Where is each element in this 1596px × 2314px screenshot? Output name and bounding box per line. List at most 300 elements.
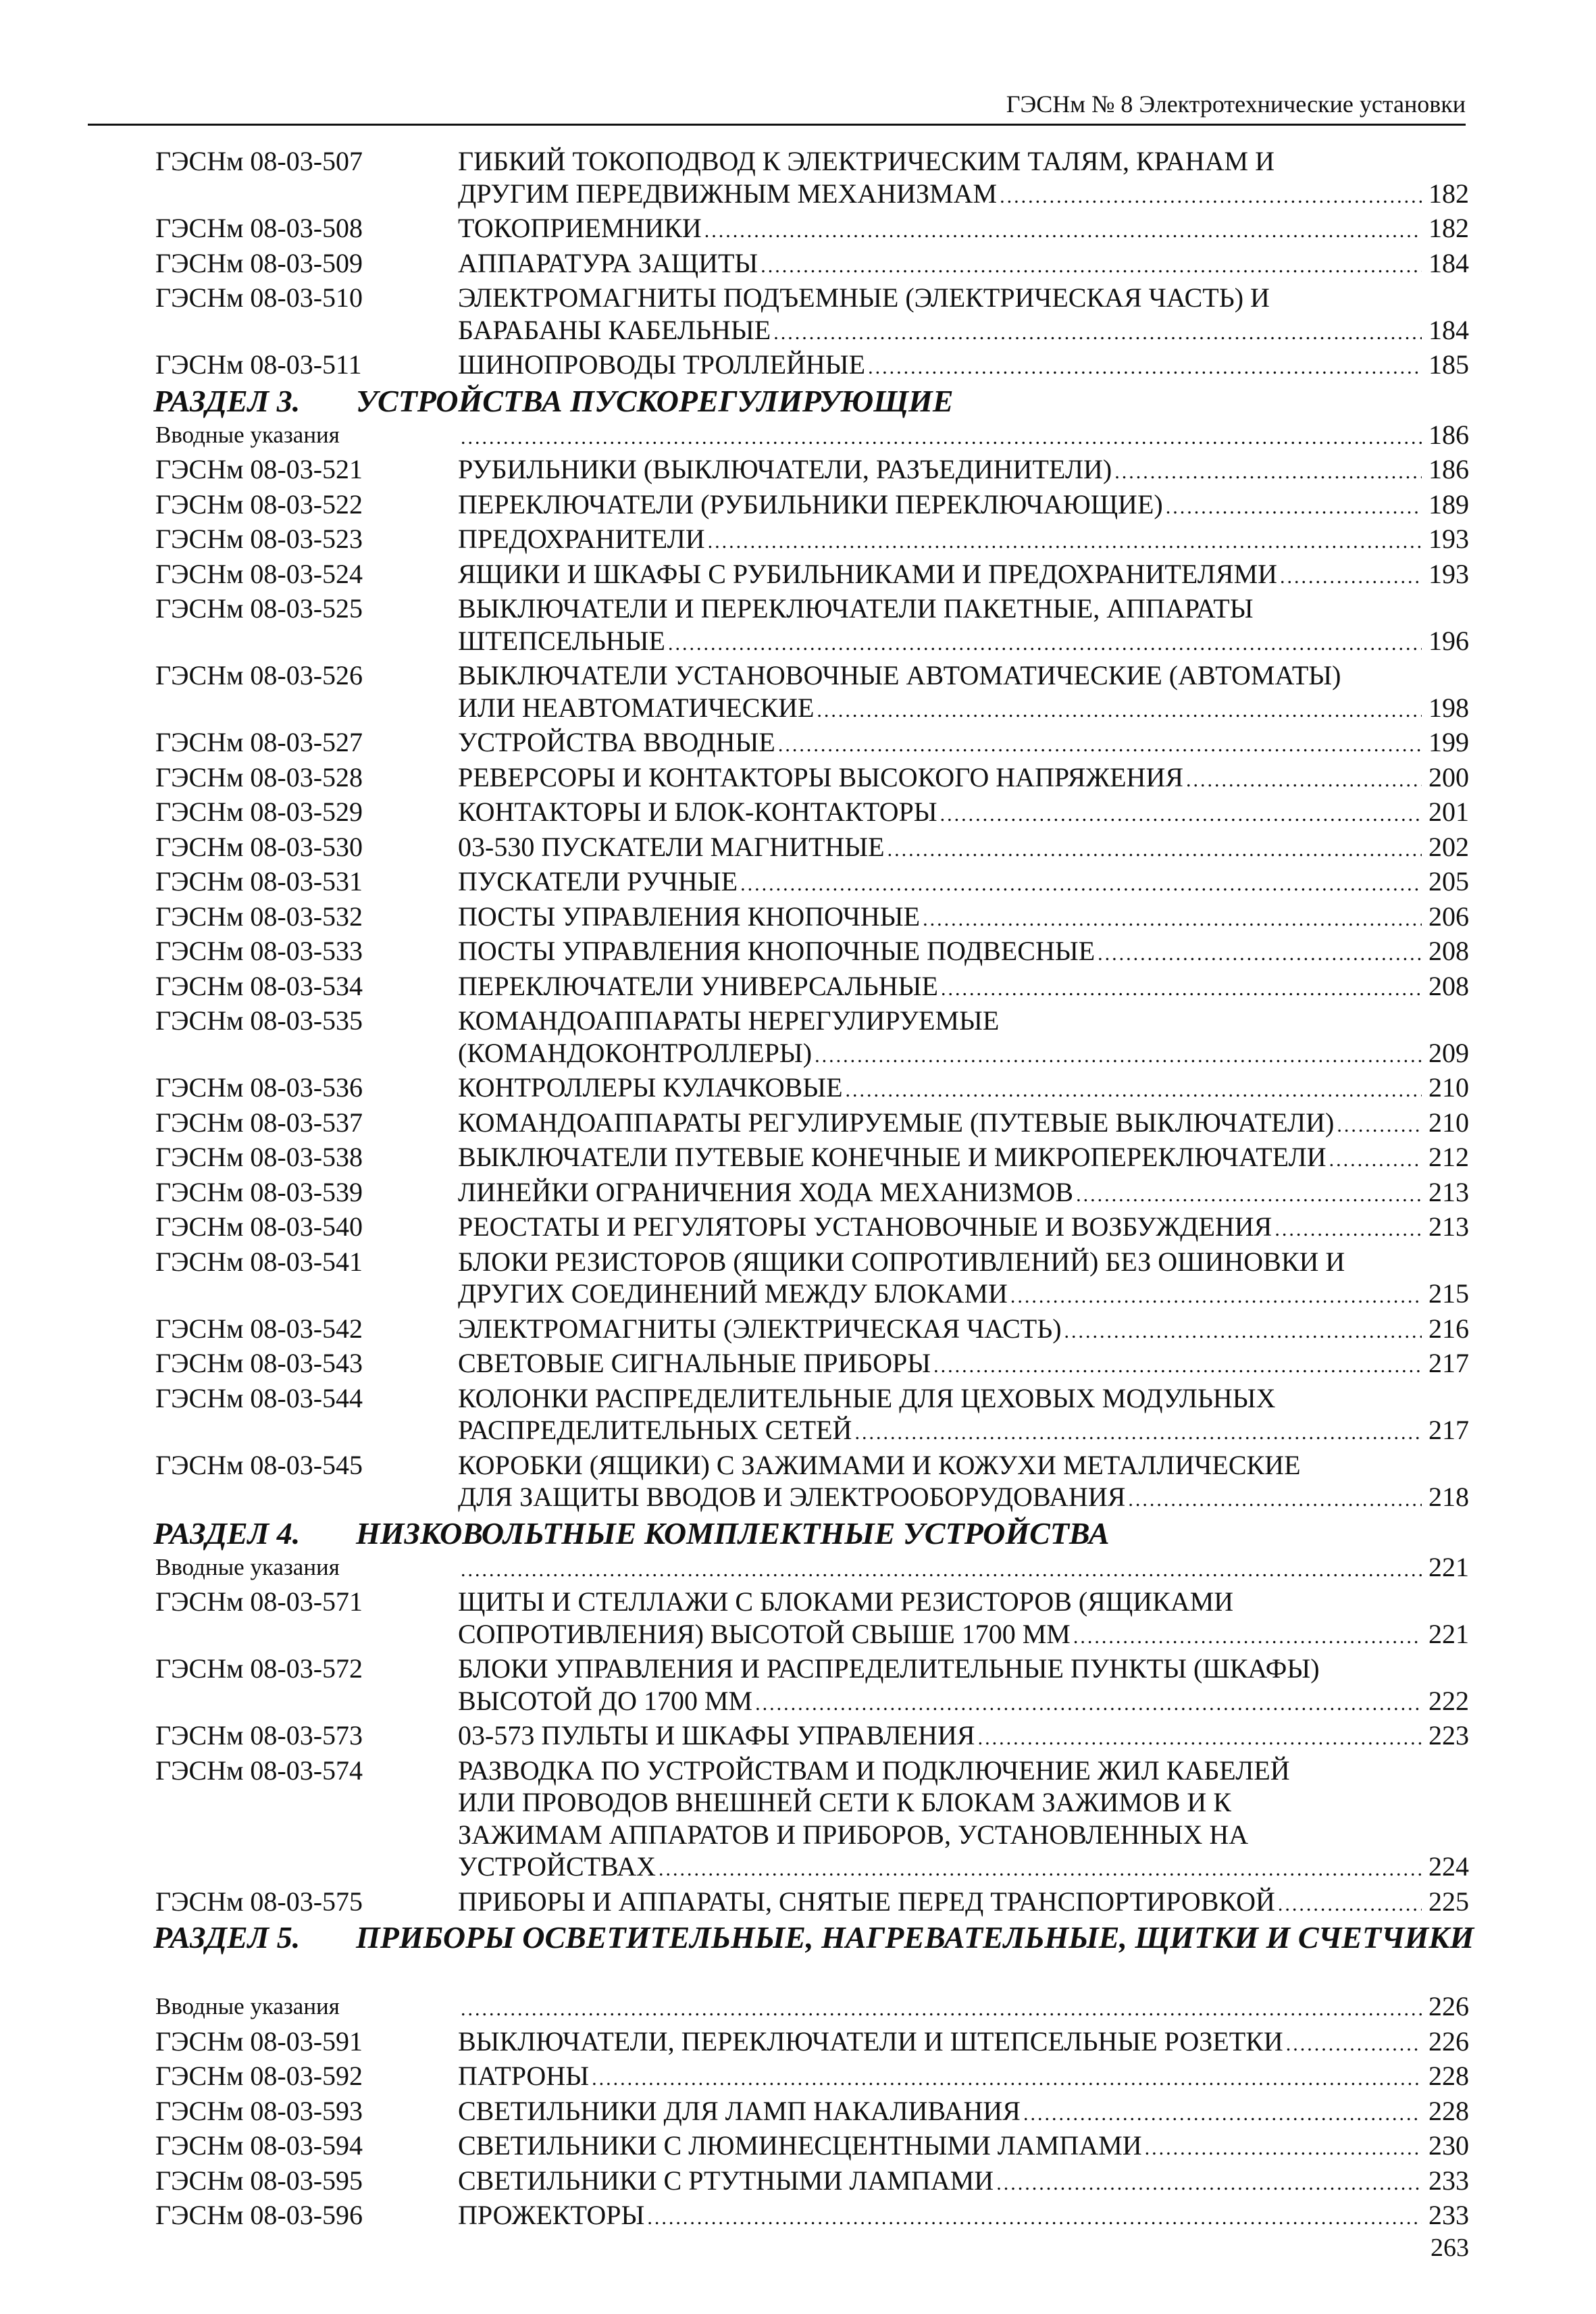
- dot-leader: [1114, 456, 1422, 488]
- entry-line: [458, 593, 1469, 625]
- dot-leader: [461, 422, 1422, 454]
- entry-code: ГЭСНм 08-03-593: [155, 2095, 363, 2126]
- dot-leader: [708, 526, 1422, 558]
- toc-entry: [155, 659, 1469, 726]
- toc-entry: [155, 488, 1469, 524]
- entry-line: [458, 1141, 1469, 1176]
- section-title: УСТРОЙСТВА ПУСКОРЕГУЛИРУЮЩИЕ: [356, 383, 954, 418]
- entry-line: [458, 1755, 1469, 1787]
- dot-leader: [1023, 2098, 1422, 2130]
- entry-line: [458, 935, 1469, 970]
- entry-line: [458, 1719, 1469, 1755]
- entry-body: [458, 453, 1469, 488]
- entry-code: ГЭСНм 08-03-539: [155, 1176, 363, 1207]
- toc-entry: [155, 523, 1469, 558]
- dot-leader: [978, 1722, 1422, 1755]
- entry-line: [458, 1886, 1469, 1921]
- entry-line: [458, 349, 1469, 384]
- entry-page-number: 209: [1428, 1037, 1469, 1068]
- dot-leader: [755, 1688, 1422, 1720]
- entry-page-number: 228: [1428, 2095, 1469, 2126]
- entry-body: [458, 523, 1469, 558]
- entry-title-text: ПРОЖЕКТОРЫ: [458, 2200, 645, 2230]
- entry-body: [458, 1107, 1469, 1142]
- entry-line: [458, 1586, 1469, 1618]
- entry-title-text: ПРИБОРЫ И АППАРАТЫ, СНЯТЫЕ ПЕРЕД ТРАНСПОРТИРОВКОЙ: [458, 1886, 1275, 1917]
- entry-title-text: ДРУГИМ ПЕРЕДВИЖНЫМ МЕХАНИЗМАМ: [458, 178, 998, 209]
- page-number: 263: [1431, 2234, 1469, 2262]
- entry-body: [458, 1382, 1469, 1449]
- entry-line: [458, 1551, 1469, 1586]
- entry-body: [458, 419, 1469, 454]
- entry-line: [458, 796, 1469, 831]
- entry-title-text: РУБИЛЬНИКИ (ВЫКЛЮЧАТЕЛИ, РАЗЪЕДИНИТЕЛИ): [458, 454, 1112, 484]
- entry-body: [458, 145, 1469, 212]
- entry-line: [458, 1313, 1469, 1348]
- dot-leader: [1337, 1109, 1422, 1142]
- entry-line: [458, 488, 1469, 524]
- dot-leader: [940, 799, 1422, 831]
- toc-entry: [155, 1176, 1469, 1211]
- entry-page-number: 233: [1428, 2165, 1469, 2196]
- dot-leader: [461, 1993, 1422, 2026]
- entry-code: ГЭСНм 08-03-528: [155, 761, 363, 793]
- section-heading: [153, 1920, 1474, 1990]
- dot-leader: [778, 729, 1422, 761]
- dot-leader: [1010, 1280, 1422, 1313]
- entry-body: [458, 1141, 1469, 1176]
- entry-line: [458, 901, 1469, 936]
- entry-page-number: 210: [1428, 1072, 1469, 1103]
- toc-entry: [155, 865, 1469, 901]
- dot-leader: [1166, 491, 1422, 524]
- entry-title-text: СВЕТИЛЬНИКИ ДЛЯ ЛАМП НАКАЛИВАНИЯ: [458, 2095, 1021, 2126]
- entry-page-number: 208: [1428, 936, 1469, 966]
- toc-entry: [155, 935, 1469, 970]
- toc-entry: [155, 349, 1469, 384]
- entry-body: [458, 1449, 1469, 1516]
- entry-page-number: 184: [1428, 314, 1469, 345]
- entry-page-number: 228: [1428, 2061, 1469, 2091]
- entry-body: [458, 2095, 1469, 2130]
- entry-title-text: РАЗВОДКА ПО УСТРОЙСТВАМ И ПОДКЛЮЧЕНИЕ ЖИЛ КАБЕЛЕЙ: [458, 1755, 1290, 1786]
- entry-title-text: ПАТРОНЫ: [458, 2061, 590, 2091]
- entry-line: [458, 1990, 1469, 2026]
- entry-page-number: 224: [1428, 1851, 1469, 1882]
- entry-code: ГЭСНм 08-03-545: [155, 1449, 363, 1480]
- entry-body: [458, 831, 1469, 866]
- intro-label: Вводные указания: [155, 1553, 340, 1580]
- entry-title-text: ЛИНЕЙКИ ОГРАНИЧЕНИЯ ХОДА МЕХАНИЗМОВ: [458, 1176, 1074, 1207]
- entry-line: [458, 2026, 1469, 2061]
- entry-code: ГЭСНм 08-03-535: [155, 1005, 363, 1036]
- entry-body: [458, 865, 1469, 901]
- entry-line: [458, 247, 1469, 282]
- dot-leader: [854, 1417, 1422, 1449]
- toc-entry: [155, 593, 1469, 659]
- toc-entry: [155, 761, 1469, 797]
- entry-body: [458, 558, 1469, 593]
- entry-title-text: БЛОКИ РЕЗИСТОРОВ (ЯЩИКИ СОПРОТИВЛЕНИЙ) БЕЗ ОШИНОВКИ И: [458, 1246, 1345, 1277]
- entry-line: [458, 314, 1469, 349]
- entry-line: [458, 865, 1469, 901]
- entry-page-number: 193: [1428, 558, 1469, 589]
- toc-entry: [155, 1107, 1469, 1142]
- dot-leader: [887, 834, 1422, 866]
- entry-title-text: ПОСТЫ УПРАВЛЕНИЯ КНОПОЧНЫЕ ПОДВЕСНЫЕ: [458, 936, 1096, 966]
- entry-line: [458, 1382, 1469, 1415]
- entry-title-text: ДРУГИХ СОЕДИНЕНИЙ МЕЖДУ БЛОКАМИ: [458, 1278, 1008, 1309]
- section-title: ПРИБОРЫ ОСВЕТИТЕЛЬНЫЕ, НАГРЕВАТЕЛЬНЫЕ, ЩИТКИ И СЧЕТЧИКИ: [356, 1920, 1474, 1955]
- dot-leader: [941, 973, 1422, 1005]
- entry-code: ГЭСНм 08-03-524: [155, 558, 363, 589]
- entry-page-number: 199: [1428, 727, 1469, 757]
- entry-title-text: ЗАЖИМАМ АППАРАТОВ И ПРИБОРОВ, УСТАНОВЛЕННЫХ НА: [458, 1819, 1249, 1850]
- entry-page-number: 215: [1428, 1278, 1469, 1309]
- entry-line: [458, 1851, 1469, 1886]
- entry-title-text: ЭЛЕКТРОМАГНИТЫ ПОДЪЕМНЫЕ (ЭЛЕКТРИЧЕСКАЯ ЧАСТЬ) И: [458, 282, 1270, 313]
- entry-line: [458, 2165, 1469, 2200]
- intro-label: Вводные указания: [155, 1993, 340, 2019]
- entry-body: [458, 2165, 1469, 2200]
- toc-entry: [155, 2199, 1469, 2234]
- entry-code: ГЭСНм 08-03-525: [155, 593, 363, 624]
- toc-entry: [155, 1005, 1469, 1072]
- entry-line: [458, 212, 1469, 247]
- entry-body: [458, 349, 1469, 384]
- entry-code: ГЭСНм 08-03-523: [155, 524, 363, 554]
- toc-entry: [155, 1886, 1469, 1921]
- entry-line: [458, 1786, 1469, 1819]
- entry-line: [458, 1246, 1469, 1278]
- entry-code: ГЭСНм 08-03-595: [155, 2165, 363, 2196]
- entry-title-text: ТОКОПРИЕМНИКИ: [458, 213, 702, 243]
- entry-page-number: 212: [1428, 1142, 1469, 1172]
- entry-title-text: ЭЛЕКТРОМАГНИТЫ (ЭЛЕКТРИЧЕСКАЯ ЧАСТЬ): [458, 1313, 1062, 1344]
- entry-page-number: 184: [1428, 247, 1469, 278]
- entry-code: ГЭСНм 08-03-541: [155, 1246, 363, 1277]
- entry-code: ГЭСНм 08-03-521: [155, 454, 363, 484]
- entry-code: ГЭСНм 08-03-533: [155, 936, 363, 966]
- entry-line: [458, 282, 1469, 314]
- entry-page-number: 213: [1428, 1176, 1469, 1207]
- dot-leader: [668, 628, 1422, 660]
- entry-title-text: РАСПРЕДЕЛИТЕЛЬНЫХ СЕТЕЙ: [458, 1415, 852, 1445]
- entry-page-number: 182: [1428, 178, 1469, 209]
- dot-leader: [996, 2167, 1422, 2200]
- entry-code: ГЭСНм 08-03-536: [155, 1072, 363, 1103]
- entry-title-text: РЕОСТАТЫ И РЕГУЛЯТОРЫ УСТАНОВОЧНЫЕ И ВОЗБУЖДЕНИЯ: [458, 1211, 1272, 1242]
- toc-intro-entry: [155, 1990, 1469, 2026]
- entry-code: ГЭСНм 08-03-543: [155, 1348, 363, 1378]
- entry-title-text: КОЛОНКИ РАСПРЕДЕЛИТЕЛЬНЫЕ ДЛЯ ЦЕХОВЫХ МОДУЛЬНЫХ: [458, 1382, 1276, 1413]
- entry-title-text: ШИНОПРОВОДЫ ТРОЛЛЕЙНЫЕ: [458, 349, 866, 380]
- header-rule: [88, 124, 1466, 126]
- entry-title-text: КОМАНДОАППАРАТЫ РЕГУЛИРУЕМЫЕ (ПУТЕВЫЕ ВЫКЛЮЧАТЕЛИ): [458, 1107, 1335, 1138]
- dot-leader: [740, 868, 1422, 901]
- dot-leader: [1286, 2028, 1422, 2061]
- entry-title-text: БЛОКИ УПРАВЛЕНИЯ И РАСПРЕДЕЛИТЕЛЬНЫЕ ПУНКТЫ (ШКАФЫ): [458, 1653, 1320, 1684]
- entry-title-text: КОРОБКИ (ЯЩИКИ) С ЗАЖИМАМИ И КОЖУХИ МЕТАЛЛИЧЕСКИЕ: [458, 1449, 1301, 1480]
- dot-leader: [815, 1040, 1422, 1072]
- entry-body: [458, 935, 1469, 970]
- entry-line: [458, 761, 1469, 797]
- entry-code: ГЭСНм 08-03-592: [155, 2061, 363, 2091]
- entry-page-number: 182: [1428, 213, 1469, 243]
- dot-leader: [1064, 1315, 1422, 1348]
- toc-entry: [155, 1755, 1469, 1886]
- entry-page-number: 213: [1428, 1211, 1469, 1242]
- entry-code: ГЭСНм 08-03-591: [155, 2026, 363, 2057]
- dot-leader: [846, 1074, 1422, 1107]
- entry-body: [458, 2199, 1469, 2234]
- section-title: НИЗКОВОЛЬТНЫЕ КОМПЛЕКТНЫЕ УСТРОЙСТВА: [356, 1515, 1110, 1551]
- dot-leader: [1186, 764, 1422, 797]
- entry-line: [458, 2060, 1469, 2095]
- dot-leader: [704, 215, 1422, 247]
- entry-body: [458, 1313, 1469, 1348]
- dot-leader: [933, 1350, 1422, 1382]
- entry-title-text: (КОМАНДОКОНТРОЛЛЕРЫ): [458, 1037, 813, 1068]
- entry-page-number: 201: [1428, 797, 1469, 827]
- entry-page-number: 208: [1428, 970, 1469, 1001]
- entry-code: ГЭСНм 08-03-544: [155, 1382, 363, 1413]
- entry-title-text: ДЛЯ ЗАЩИТЫ ВВОДОВ И ЭЛЕКТРООБОРУДОВАНИЯ: [458, 1482, 1126, 1512]
- entry-page-number: 200: [1428, 761, 1469, 793]
- toc-entry: [155, 1072, 1469, 1107]
- entry-code: ГЭСНм 08-03-534: [155, 970, 363, 1001]
- entry-page-number: 217: [1428, 1348, 1469, 1378]
- entry-line: [458, 1618, 1469, 1653]
- entry-title-text: ШТЕПСЕЛЬНЫЕ: [458, 625, 665, 656]
- entry-title-text: ПУСКАТЕЛИ РУЧНЫЕ: [458, 866, 738, 897]
- entry-title-text: КОНТРОЛЛЕРЫ КУЛАЧКОВЫЕ: [458, 1072, 843, 1103]
- entry-body: [458, 1886, 1469, 1921]
- toc-entry: [155, 2130, 1469, 2165]
- entry-title-text: ГИБКИЙ ТОКОПОДВОД К ЭЛЕКТРИЧЕСКИМ ТАЛЯМ, КРАНАМ И: [458, 146, 1275, 176]
- entry-page-number: 186: [1428, 454, 1469, 484]
- toc-entry: [155, 1141, 1469, 1176]
- entry-line: [458, 1072, 1469, 1107]
- entry-code: ГЭСНм 08-03-573: [155, 1720, 363, 1751]
- entry-title-text: ПРЕДОХРАНИТЕЛИ: [458, 524, 705, 554]
- entry-page-number: 226: [1428, 2026, 1469, 2057]
- toc-entry: [155, 453, 1469, 488]
- dot-leader: [1329, 1144, 1422, 1176]
- running-header: ГЭСНм № 8 Электротехнические установки: [1006, 91, 1466, 118]
- entry-line: [458, 1037, 1469, 1072]
- entry-page-number: 216: [1428, 1313, 1469, 1344]
- dot-leader: [1000, 180, 1422, 213]
- toc-entry: [155, 1586, 1469, 1653]
- entry-title-text: ЯЩИКИ И ШКАФЫ С РУБИЛЬНИКАМИ И ПРЕДОХРАНИТЕЛЯМИ: [458, 558, 1278, 589]
- section-label: РАЗДЕЛ 4.: [153, 1515, 301, 1551]
- entry-code: ГЭСНм 08-03-531: [155, 866, 363, 897]
- entry-code: ГЭСНм 08-03-529: [155, 797, 363, 827]
- entry-line: [458, 659, 1469, 692]
- entry-title-text: ВЫКЛЮЧАТЕЛИ, ПЕРЕКЛЮЧАТЕЛИ И ШТЕПСЕЛЬНЫЕ РОЗЕТКИ: [458, 2026, 1283, 2057]
- dot-leader: [1076, 1179, 1422, 1211]
- toc-entry: [155, 796, 1469, 831]
- dot-leader: [1145, 2132, 1422, 2165]
- entry-code: ГЭСНм 08-03-575: [155, 1886, 363, 1917]
- entry-code: ГЭСНм 08-03-572: [155, 1653, 363, 1684]
- entry-title-text: УСТРОЙСТВАХ: [458, 1851, 656, 1882]
- entry-line: [458, 692, 1469, 727]
- toc-intro-entry: [155, 419, 1469, 454]
- entry-page-number: 223: [1428, 1720, 1469, 1751]
- entry-title-text: ПОСТЫ УПРАВЛЕНИЯ КНОПОЧНЫЕ: [458, 901, 921, 932]
- entry-body: [458, 488, 1469, 524]
- entry-title-text: ВЫСОТОЙ ДО 1700 ММ: [458, 1685, 753, 1716]
- entry-body: [458, 1653, 1469, 1719]
- entry-title-text: УСТРОЙСТВА ВВОДНЫЕ: [458, 727, 775, 757]
- dot-leader: [1280, 561, 1422, 593]
- entry-line: [458, 1211, 1469, 1246]
- entry-line: [458, 726, 1469, 761]
- entry-title-text: ИЛИ ПРОВОДОВ ВНЕШНЕЙ СЕТИ К БЛОКАМ ЗАЖИМОВ И К: [458, 1787, 1231, 1817]
- entry-code: ГЭСНм 08-03-507: [155, 146, 363, 176]
- entry-code: ГЭСНм 08-03-509: [155, 247, 363, 278]
- entry-body: [458, 901, 1469, 936]
- dot-leader: [817, 695, 1422, 727]
- entry-line: [458, 453, 1469, 488]
- intro-label: Вводные указания: [155, 421, 340, 448]
- section-heading: [153, 1516, 1467, 1551]
- entry-title-text: ПЕРЕКЛЮЧАТЕЛИ УНИВЕРСАЛЬНЫЕ: [458, 970, 938, 1001]
- entry-title-text: СВЕТИЛЬНИКИ С РТУТНЫМИ ЛАМПАМИ: [458, 2165, 994, 2196]
- entry-body: [458, 1755, 1469, 1886]
- entry-page-number: 233: [1428, 2200, 1469, 2230]
- entry-title-text: ЩИТЫ И СТЕЛЛАЖИ С БЛОКАМИ РЕЗИСТОРОВ (ЯЩИКАМИ: [458, 1586, 1234, 1617]
- toc-entry: [155, 1719, 1469, 1755]
- entry-line: [458, 1176, 1469, 1211]
- entry-body: [458, 1990, 1469, 2026]
- entry-code: ГЭСНм 08-03-511: [155, 349, 362, 380]
- entry-body: [458, 1347, 1469, 1382]
- entry-title-text: ВЫКЛЮЧАТЕЛИ ПУТЕВЫЕ КОНЕЧНЫЕ И МИКРОПЕРЕКЛЮЧАТЕЛИ: [458, 1142, 1327, 1172]
- entry-page-number: 198: [1428, 692, 1469, 723]
- entry-title-text: СВЕТИЛЬНИКИ С ЛЮМИНЕСЦЕНТНЫМИ ЛАМПАМИ: [458, 2130, 1142, 2161]
- entry-body: [458, 659, 1469, 726]
- dot-leader: [1278, 1888, 1422, 1921]
- entry-line: [458, 1685, 1469, 1720]
- toc-entry: [155, 726, 1469, 761]
- entry-page-number: 210: [1428, 1107, 1469, 1138]
- toc-entry: [155, 1653, 1469, 1719]
- toc-entry: [155, 282, 1469, 349]
- entry-page-number: 205: [1428, 866, 1469, 897]
- dot-leader: [1128, 1484, 1422, 1516]
- entry-code: ГЭСНм 08-03-526: [155, 660, 363, 690]
- toc-entry: [155, 1211, 1469, 1246]
- entry-line: [458, 831, 1469, 866]
- entry-title-text: АППАРАТУРА ЗАЩИТЫ: [458, 247, 758, 278]
- toc-entry: [155, 2026, 1469, 2061]
- dot-leader: [868, 351, 1422, 384]
- entry-line: [458, 1347, 1469, 1382]
- toc-entry: [155, 1347, 1469, 1382]
- entry-body: [458, 1176, 1469, 1211]
- entry-code: ГЭСНм 08-03-596: [155, 2200, 363, 2230]
- toc-entry: [155, 1313, 1469, 1348]
- entry-code: ГЭСНм 08-03-594: [155, 2130, 363, 2161]
- entry-code: ГЭСНм 08-03-542: [155, 1313, 363, 1344]
- entry-title-text: КОНТАКТОРЫ И БЛОК-КОНТАКТОРЫ: [458, 797, 937, 827]
- entry-line: [458, 1005, 1469, 1037]
- toc-entry: [155, 145, 1469, 212]
- entry-body: [458, 593, 1469, 659]
- dot-leader: [773, 317, 1422, 349]
- entry-title-text: ВЫКЛЮЧАТЕЛИ И ПЕРЕКЛЮЧАТЕЛИ ПАКЕТНЫЕ, АППАРАТЫ: [458, 593, 1254, 624]
- entry-title-text: СВЕТОВЫЕ СИГНАЛЬНЫЕ ПРИБОРЫ: [458, 1348, 931, 1378]
- section-label: РАЗДЕЛ 5.: [153, 1920, 301, 1955]
- entry-page-number: 230: [1428, 2130, 1469, 2161]
- entry-body: [458, 2026, 1469, 2061]
- entry-title-text: 03-530 ПУСКАТЕЛИ МАГНИТНЫЕ: [458, 831, 885, 862]
- toc-entry: [155, 1382, 1469, 1449]
- entry-body: [458, 761, 1469, 797]
- entry-body: [458, 1246, 1469, 1313]
- entry-line: [458, 178, 1469, 213]
- entry-page-number: 222: [1428, 1685, 1469, 1716]
- entry-line: [458, 419, 1469, 454]
- entry-body: [458, 282, 1469, 349]
- toc-entry: [155, 901, 1469, 936]
- entry-body: [458, 2060, 1469, 2095]
- dot-leader: [592, 2063, 1422, 2095]
- entry-body: [458, 970, 1469, 1005]
- toc-entry: [155, 2060, 1469, 2095]
- entry-line: [458, 1449, 1469, 1482]
- entry-body: [458, 212, 1469, 247]
- entry-code: ГЭСНм 08-03-538: [155, 1142, 363, 1172]
- entry-page-number: 218: [1428, 1482, 1469, 1512]
- entry-code: ГЭСНм 08-03-522: [155, 488, 363, 520]
- entry-page-number: 189: [1428, 488, 1469, 520]
- dot-leader: [1098, 938, 1422, 970]
- entry-page-number: 185: [1428, 349, 1469, 380]
- toc-entry: [155, 2095, 1469, 2130]
- entry-line: [458, 1819, 1469, 1851]
- dot-leader: [923, 903, 1422, 936]
- entry-code: ГЭСНм 08-03-537: [155, 1107, 363, 1138]
- entry-body: [458, 1211, 1469, 1246]
- entry-line: [458, 145, 1469, 178]
- entry-line: [458, 523, 1469, 558]
- entry-title-text: ВЫКЛЮЧАТЕЛИ УСТАНОВОЧНЫЕ АВТОМАТИЧЕСКИЕ (АВТОМАТЫ): [458, 660, 1341, 690]
- entry-page-number: 193: [1428, 524, 1469, 554]
- toc-entry: [155, 1449, 1469, 1516]
- entry-code: ГЭСНм 08-03-527: [155, 727, 363, 757]
- toc-entry: [155, 2165, 1469, 2200]
- entry-title-text: БАРАБАНЫ КАБЕЛЬНЫЕ: [458, 314, 771, 345]
- entry-line: [458, 1414, 1469, 1449]
- entry-title-text: ИЛИ НЕАВТОМАТИЧЕСКИЕ: [458, 692, 815, 723]
- toc-entry: [155, 970, 1469, 1005]
- entry-line: [458, 2095, 1469, 2130]
- entry-body: [458, 2130, 1469, 2165]
- entry-title-text: СОПРОТИВЛЕНИЯ) ВЫСОТОЙ СВЫШЕ 1700 ММ: [458, 1618, 1071, 1649]
- entry-line: [458, 2199, 1469, 2234]
- entry-page-number: 226: [1428, 1991, 1469, 2021]
- entry-page-number: 186: [1428, 419, 1469, 450]
- entry-page-number: 221: [1428, 1551, 1469, 1582]
- entry-line: [458, 1278, 1469, 1313]
- entry-code: ГЭСНм 08-03-540: [155, 1211, 363, 1242]
- entry-page-number: 206: [1428, 901, 1469, 932]
- entry-body: [458, 1005, 1469, 1072]
